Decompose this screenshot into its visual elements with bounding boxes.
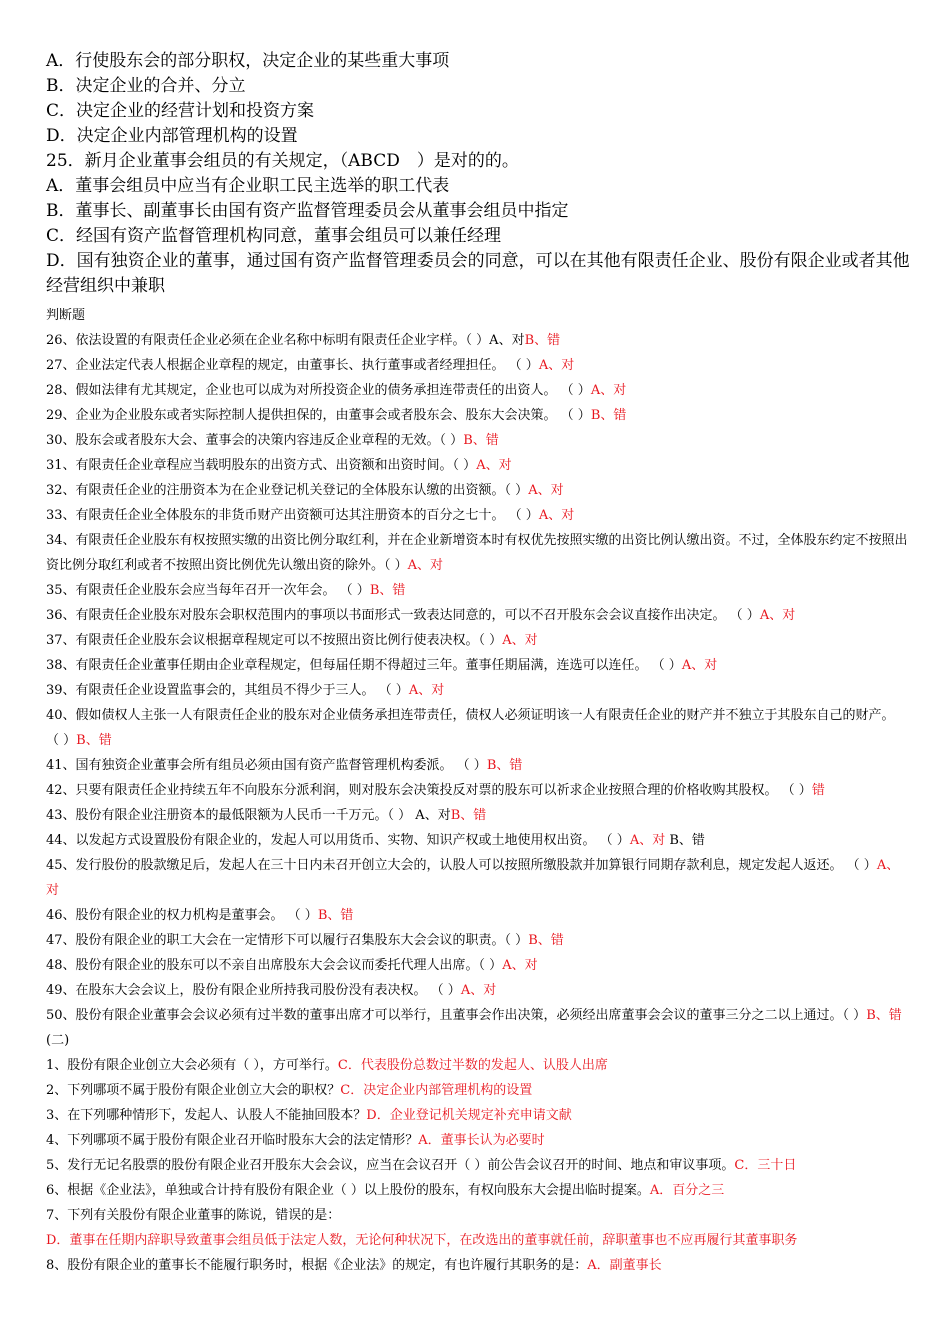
line-text: 27、企业法定代表人根据企业章程的规定，由董事长、执行董事或者经理担任。 （ ） (46, 358, 539, 373)
document-line (46, 1153, 910, 1178)
answer-text: B、错 (76, 733, 112, 748)
line-text: C．经国有资产监督管理机构同意，董事会组员可以兼任经理 (46, 226, 502, 246)
document-line (46, 653, 910, 678)
answer-text: C．决定企业内部管理机构的设置 (340, 1083, 533, 1098)
line-text: 43、股份有限企业注册资本的最低限额为人民币一千万元。（ ） A、对 (46, 808, 451, 823)
document-line (46, 853, 910, 903)
answer-text: B、错 (317, 908, 354, 923)
document-line (46, 1128, 910, 1153)
document-line (46, 1003, 910, 1028)
document-line (46, 49, 910, 74)
line-text: 3、在下列哪种情形下，发起人、认股人不能抽回股本？ (46, 1108, 367, 1123)
answer-text: A、对 (629, 833, 666, 848)
answer-text: B、错 (528, 933, 564, 948)
question-24-25-block (46, 49, 910, 299)
document-line (46, 978, 910, 1003)
answer-text: A、对 (502, 633, 538, 648)
document-line (46, 99, 910, 124)
document-line (46, 199, 910, 224)
answer-text: A、对 (460, 983, 497, 998)
line-text: 46、股份有限企业的权力机构是董事会。 （ ） (46, 908, 318, 923)
answer-text: B、错 (486, 758, 523, 773)
document-line (46, 753, 910, 778)
answer-text: B、错 (590, 408, 627, 423)
document-line (46, 803, 910, 828)
line-text: (二) (46, 1033, 70, 1048)
line-text: 1、股份有限企业创立大会必须有（ ），方可举行。 (46, 1058, 338, 1073)
answer-text: A、对 (538, 508, 575, 523)
line-text: 30、股东会或者股东大会、董事会的决策内容违反企业章程的无效。（ ） (46, 433, 464, 448)
line-text: D．决定企业内部管理机构的设置 (46, 126, 298, 146)
line-text: B．决定企业的合并、分立 (46, 76, 246, 96)
document-line (46, 703, 910, 753)
document-line (46, 578, 910, 603)
line-text: 8、股份有限企业的董事长不能履行职务时，根据《企业法》的规定，有也许履行其职务的是： (46, 1258, 588, 1273)
answer-text: A．副董事长 (587, 1258, 662, 1273)
line-text: 41、国有独资企业董事会所有组员必须由国有资产监督管理机构委派。 （ ） (46, 758, 487, 773)
line-text: 40、假如债权人主张一人有限责任企业的股东对企业债务承担连带责任，债权人必须证明该一人有限责任企业的财产并不独立于其股东自己的财产。 （ ） (46, 708, 895, 748)
line-tail-text: B、错 (665, 833, 705, 848)
document-line (46, 928, 910, 953)
answer-text: A、对 (408, 683, 445, 698)
line-text: 31、有限责任企业章程应当载明股东的出资方式、出资额和出资时间。（ ） (46, 458, 477, 473)
line-text: C．决定企业的经营计划和投资方案 (46, 101, 315, 121)
document-line (46, 1178, 910, 1203)
document-line (46, 678, 910, 703)
line-text: 33、有限责任企业全体股东的非货币财产出资额可达其注册资本的百分之七十。 （ ） (46, 508, 539, 523)
document-line (46, 249, 910, 299)
line-text: 25．新月企业董事会组员的有关规定，（ABCD ）是对的的。 (46, 151, 519, 171)
answer-text: D．董事在任期内辞职导致董事会组员低于法定人数，无论何种状况下，在改选出的董事就任前，辞职董事也不应再履行其董事职务 (46, 1233, 798, 1248)
line-text: A．行使股东会的部分职权，决定企业的某些重大事项 (46, 51, 450, 71)
document-line (46, 124, 910, 149)
line-text: B．董事长、副董事长由国有资产监督管理委员会从董事会组员中指定 (46, 201, 569, 221)
answer-text: A、对 (681, 658, 718, 673)
line-text: 28、假如法律有尤其规定，企业也可以成为对所投资企业的债务承担连带责任的出资人。 （ ） (46, 383, 591, 398)
document-line (46, 328, 910, 353)
answer-text: A、对 (407, 558, 444, 573)
line-text: 29、企业为企业股东或者实际控制人提供担保的，由董事会或者股东会、股东大会决策。 （ ） (46, 408, 591, 423)
document-line (46, 1053, 910, 1078)
document-line (46, 1228, 910, 1253)
line-text: 38、有限责任企业董事任期由企业章程规定，但每届任期不得超过三年。董事任期届满，连选可以连任。 （ ） (46, 658, 682, 673)
answer-text: C．代表股份总数过半数的发起人、认股人出席 (337, 1058, 608, 1073)
answer-text: A、对 (538, 358, 575, 373)
line-text: 44、以发起方式设置股份有限企业的，发起人可以用货币、实物、知识产权或土地使用权出资。 （ ） (46, 833, 630, 848)
answer-text: A、对 (502, 958, 538, 973)
document-line (46, 403, 910, 428)
document-line (46, 528, 910, 578)
answer-text: 错 (811, 783, 825, 798)
document-line (46, 224, 910, 249)
answer-text: A、对 (590, 383, 627, 398)
answer-text: A、对 (528, 483, 564, 498)
document-line (46, 1253, 910, 1278)
document-line (46, 453, 910, 478)
line-text: 48、股份有限企业的股东可以不亲自出席股东大会会议而委托代理人出席。（ ） (46, 958, 503, 973)
answer-text: C．三十日 (734, 1158, 797, 1173)
document-line (46, 174, 910, 199)
line-text: 判断题 (46, 308, 86, 323)
judgment-and-choice-block (46, 303, 910, 1278)
answer-text: B、错 (866, 1008, 902, 1023)
document-line (46, 953, 910, 978)
document-line (46, 149, 910, 174)
document-line (46, 828, 910, 853)
line-text: 4、下列哪项不属于股份有限企业召开临时股东大会的法定情形？ (46, 1133, 419, 1148)
answer-text: D．企业登记机关规定补充申请文献 (366, 1108, 572, 1123)
answer-text: A、对 (759, 608, 796, 623)
line-text: 34、有限责任企业股东有权按照实缴的出资比例分取红利，并在企业新增资本时有权优先按照实缴的出资比例认缴出资。不过，全体股东约定不按照出资比例分取红利或者不按照出资比例优先认缴出资的除外。（ ） (46, 533, 908, 573)
line-text: 6、根据《企业法》，单独或合计持有股份有限企业（ ）以上股份的股东，有权向股东大会提出临时提案。 (46, 1183, 650, 1198)
line-text: 2、下列哪项不属于股份有限企业创立大会的职权？ (46, 1083, 341, 1098)
line-text: A．董事会组员中应当有企业职工民主选举的职工代表 (46, 176, 450, 196)
answer-text: A、对 (476, 458, 512, 473)
answer-text: A．百分之三 (649, 1183, 725, 1198)
document-line (46, 628, 910, 653)
document-line (46, 1203, 910, 1228)
answer-text: B、错 (524, 333, 561, 348)
line-text: 49、在股东大会会议上，股份有限企业所持我司股份没有表决权。 （ ） (46, 983, 461, 998)
line-text: 35、有限责任企业股东会应当每年召开一次年会。 （ ） (46, 583, 370, 598)
line-text: D．国有独资企业的董事，通过国有资产监督管理委员会的同意，可以在其他有限责任企业、股份有限企业或者其他经营组织中兼职 (46, 251, 910, 296)
document-line (46, 303, 910, 328)
document-line (46, 1028, 910, 1053)
answer-text: A、对 (46, 858, 900, 898)
line-text: 26、依法设置的有限责任企业必须在企业名称中标明有限责任企业字样。（ ）A、对 (46, 333, 525, 348)
line-text: 37、有限责任企业股东会议根据章程规定可以不按照出资比例行使表决权。（ ） (46, 633, 503, 648)
answer-text: B、错 (450, 808, 487, 823)
document-line (46, 353, 910, 378)
line-text: 39、有限责任企业设置监事会的，其组员不得少于三人。 （ ） (46, 683, 409, 698)
document-line (46, 903, 910, 928)
document-line (46, 1103, 910, 1128)
line-text: 7、下列有关股份有限企业董事的陈说，错误的是： (46, 1208, 341, 1223)
document-line (46, 603, 910, 628)
line-text: 50、股份有限企业董事会会议必须有过半数的董事出席才可以举行，且董事会作出决策，必须经出席董事会会议的董事三分之二以上通过。（ ） (46, 1008, 867, 1023)
document-line (46, 378, 910, 403)
document-line (46, 1078, 910, 1103)
answer-text: B、错 (463, 433, 499, 448)
document-line (46, 478, 910, 503)
document-line (46, 778, 910, 803)
answer-text: A．董事长认为必要时 (418, 1133, 545, 1148)
line-text: 5、发行无记名股票的股份有限企业召开股东大会会议，应当在会议召开（ ）前公告会议召开的时间、地点和审议事项。 (46, 1158, 735, 1173)
line-text: 45、发行股份的股款缴足后，发起人在三十日内未召开创立大会的，认股人可以按照所缴股款并加算银行同期存款利息，规定发起人返还。 （ ） (46, 858, 877, 873)
line-text: 42、只要有限责任企业持续五年不向股东分派利润，则对股东会决策投反对票的股东可以祈求企业按照合理的价格收购其股权。 （ ） (46, 783, 812, 798)
document-line (46, 74, 910, 99)
document-line (46, 428, 910, 453)
document-line (46, 503, 910, 528)
line-text: 36、有限责任企业股东对股东会职权范围内的事项以书面形式一致表达同意的，可以不召开股东会会议直接作出决定。 （ ） (46, 608, 760, 623)
answer-text: B、错 (369, 583, 406, 598)
line-text: 32、有限责任企业的注册资本为在企业登记机关登记的全体股东认缴的出资额。（ ） (46, 483, 529, 498)
line-text: 47、股份有限企业的职工大会在一定情形下可以履行召集股东大会会议的职责。（ ） (46, 933, 529, 948)
